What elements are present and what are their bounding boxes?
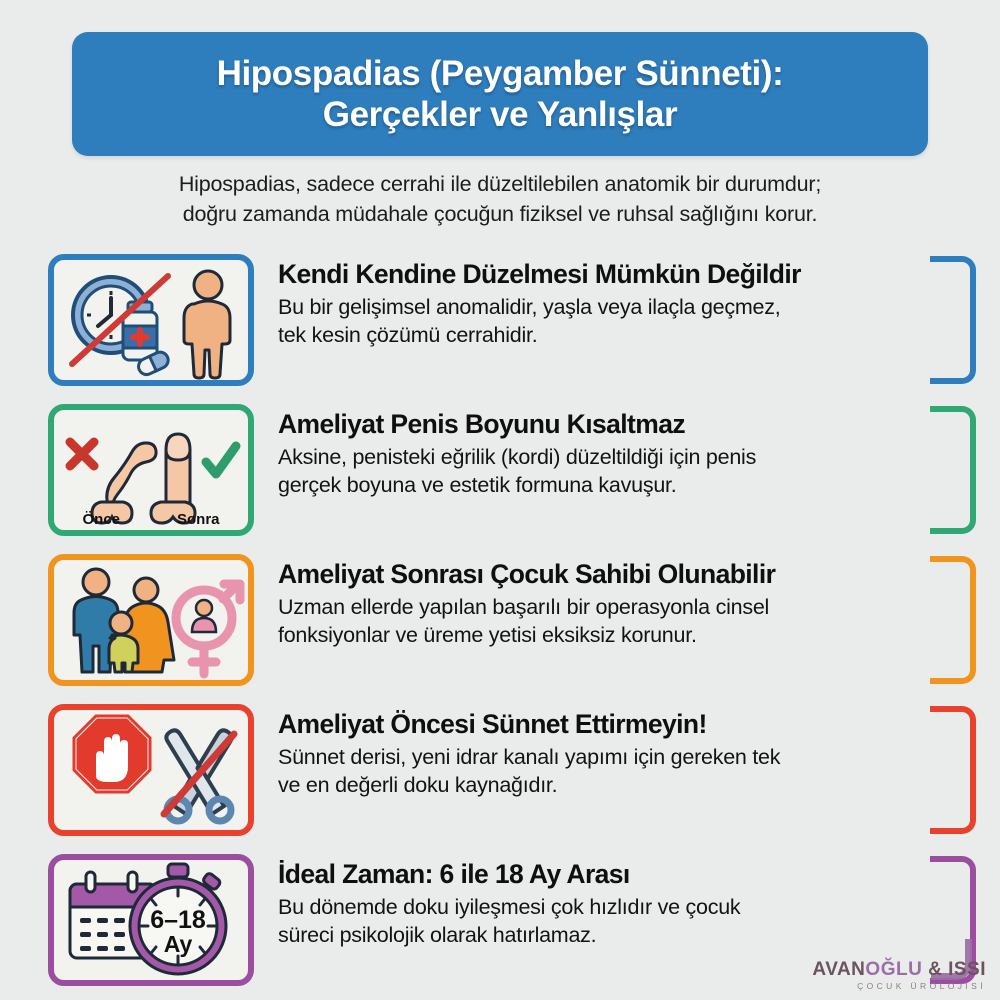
- fact-card-4-text: [272, 706, 922, 804]
- stop-scissors-svg: [56, 710, 246, 830]
- stop-sign-scissors-icon: [48, 704, 254, 836]
- family-gender-symbols-icon: [48, 554, 254, 686]
- fact-card-5-body-line1: Bu dönemde doku iyileşmesi çok hızlıdır ve çocuk: [278, 894, 741, 919]
- icon-text-range: 6–18: [150, 906, 206, 934]
- fact-card-1-body-line2: tek kesin çözümü cerrahidir.: [278, 322, 538, 347]
- fact-card-2-body-line1: Aksine, penisteki eğrilik (kordi) düzeltildiği için penis: [278, 444, 757, 469]
- page-title: [199, 53, 802, 136]
- brand-logo-name: [812, 960, 986, 979]
- fact-card-2-body: [278, 444, 914, 500]
- fact-card-5-body: [278, 894, 914, 950]
- fact-card-3-bracket: [930, 556, 976, 684]
- before-after-comparison-icon: [48, 404, 254, 536]
- clock-no-medicine-person-svg: [56, 260, 246, 380]
- fact-card-2-text: [272, 406, 922, 504]
- fact-card-2-title: Ameliyat Penis Boyunu Kısaltmaz: [278, 409, 685, 439]
- fact-card-2-body-line2: gerçek boyuna ve estetik formuna kavuşur.: [278, 472, 677, 497]
- icon-label-before: Önce: [82, 511, 120, 528]
- fact-card-4-title: Ameliyat Öncesi Sünnet Ettirmeyin!: [278, 709, 707, 739]
- fact-card-5-body-line2: süreci psikolojik olarak hatırlamaz.: [278, 922, 597, 947]
- header-banner: [72, 32, 928, 156]
- fact-card-4-body: [278, 744, 914, 800]
- brand-logo-accent: OĞLU: [865, 958, 923, 980]
- icon-text-unit: Ay: [163, 931, 193, 957]
- fact-card-4-bracket: [930, 706, 976, 834]
- page-title-line2: Gerçekler ve Yanlışlar: [322, 95, 678, 134]
- fact-card-1-bracket: [930, 256, 976, 384]
- fact-card-2: [0, 400, 1000, 550]
- page-subtitle-line2: doğru zamanda müdahale çocuğun fiziksel ve ruhsal sağlığını korur.: [182, 201, 818, 226]
- fact-card-3-title: Ameliyat Sonrası Çocuk Sahibi Olunabilir: [278, 559, 776, 589]
- fact-card-3-body: [278, 594, 914, 650]
- page-subtitle: [60, 170, 940, 229]
- fact-card-1-body: [278, 294, 914, 350]
- brand-logo: [812, 960, 986, 991]
- fact-card-3: [0, 550, 1000, 700]
- fact-card-1-title: Kendi Kendine Düzelmesi Mümkün Değildir: [278, 259, 801, 289]
- icon-label-after: Sonra: [176, 511, 220, 528]
- fact-card-3-body-line2: fonksiyonlar ve üreme yetisi eksiksiz korunur.: [278, 622, 697, 647]
- fact-card-2-bracket: [930, 406, 976, 534]
- fact-card-3-text: [272, 556, 922, 654]
- page-subtitle-line1: Hipospadias, sadece cerrahi ile düzeltilebilen anatomik bir durumdur;: [178, 172, 822, 196]
- brand-logo-subtitle: ÇOCUK ÜROLOJİSİ: [857, 980, 986, 991]
- brand-logo-prefix: AVAN: [812, 958, 866, 980]
- calendar-stopwatch-icon: [48, 854, 254, 986]
- fact-card-5-text: [272, 856, 922, 954]
- fact-card-4-body-line1: Sünnet derisi, yeni idrar kanalı yapımı için gereken tek: [278, 744, 781, 769]
- fact-card-1-text: [272, 256, 922, 354]
- fact-card-1: [0, 250, 1000, 400]
- page-title-line1: Hipospadias (Peygamber Sünneti):: [216, 53, 784, 93]
- fact-card-4-body-line2: ve en değerli doku kaynağıdır.: [278, 772, 558, 797]
- clock-no-medicine-person-icon: [48, 254, 254, 386]
- fact-card-4: [0, 700, 1000, 850]
- fact-card-3-body-line1: Uzman ellerde yapılan başarılı bir operasyonla cinsel: [278, 594, 770, 619]
- fact-card-1-body-line1: Bu bir gelişimsel anomalidir, yaşla veya ilaçla geçmez,: [278, 294, 781, 319]
- fact-card-5-title: İdeal Zaman: 6 ile 18 Ay Arası: [278, 859, 630, 889]
- family-gender-svg: [56, 560, 246, 680]
- brand-logo-suffix: & ISSI: [922, 958, 986, 980]
- fact-card-list: [0, 250, 1000, 1000]
- calendar-stopwatch-svg: [56, 860, 246, 980]
